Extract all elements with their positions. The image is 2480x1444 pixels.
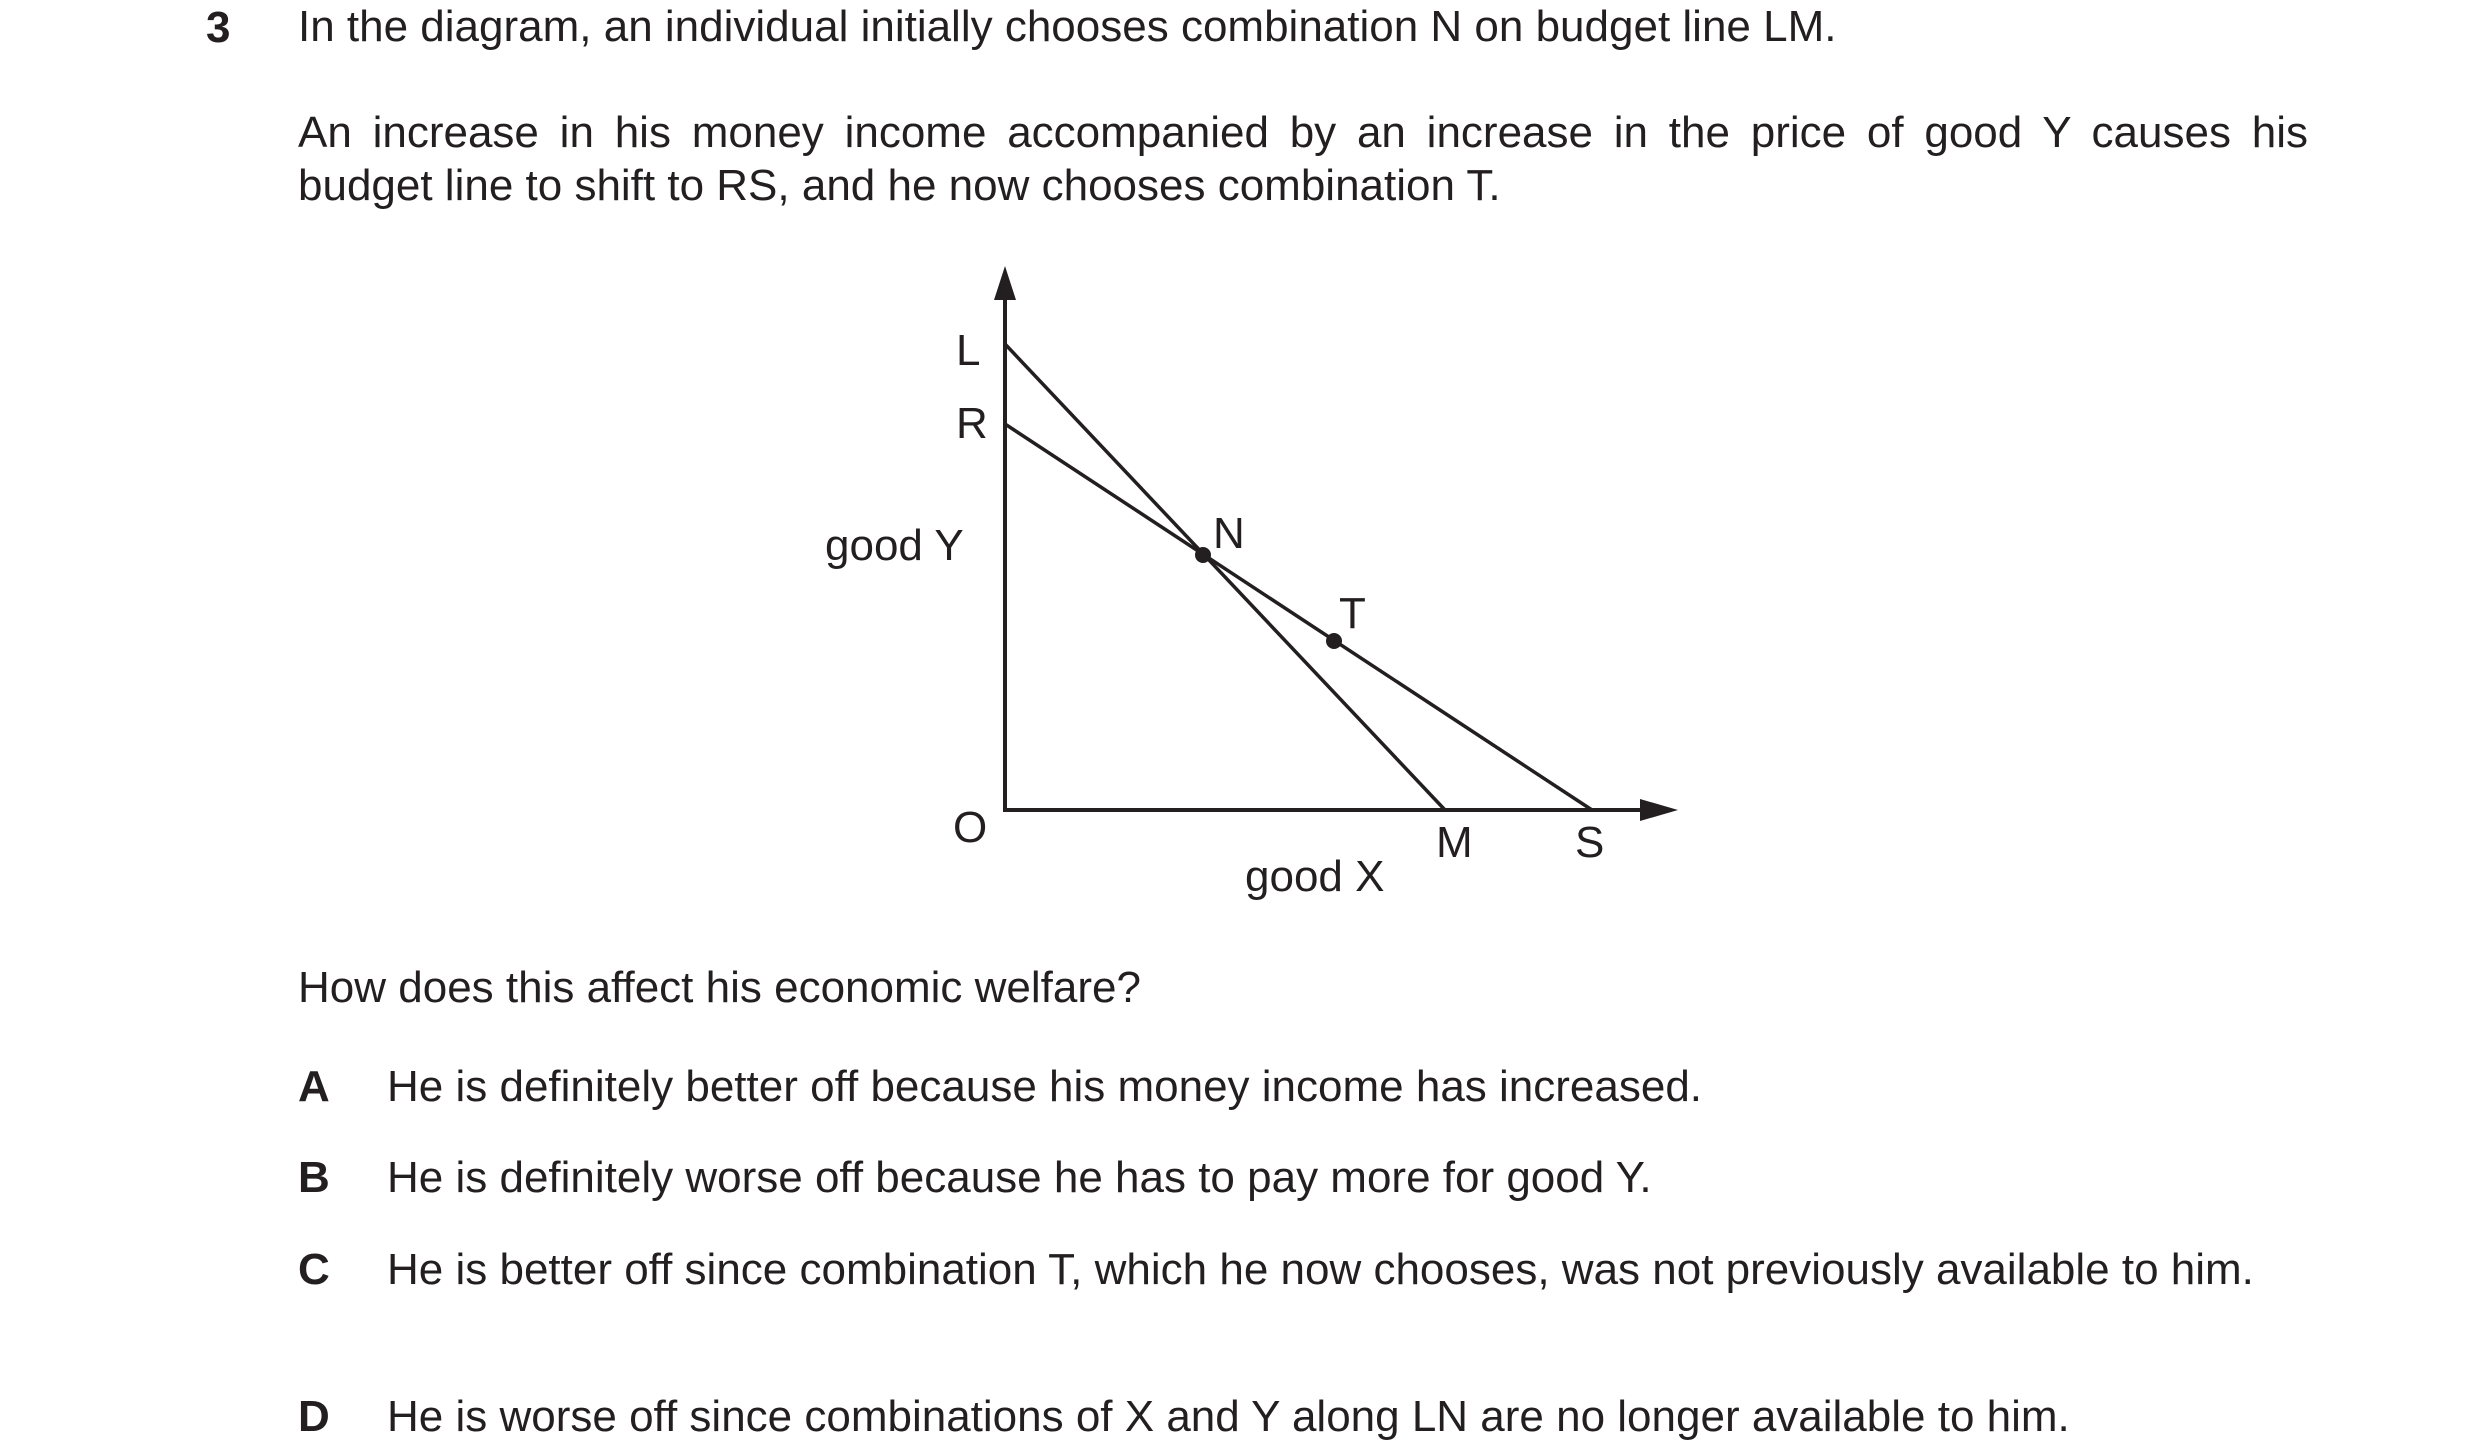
option-text: He is definitely worse off because he has to pay more for good Y. <box>387 1153 1652 1202</box>
question-stem-line1: In the diagram, an individual initially chooses combination N on budget line LM. <box>298 2 1837 51</box>
label-n: N <box>1213 509 1245 558</box>
y-axis-label: good Y <box>825 521 964 570</box>
budget-line-rs <box>1005 424 1592 810</box>
point-n <box>1195 547 1211 563</box>
label-m: M <box>1436 818 1473 867</box>
option-text: He is better off since combination T, which he now chooses, was not previously available to him. <box>387 1245 2254 1294</box>
option-letter: A <box>298 1062 330 1111</box>
question-stem-paragraph2: An increase in his money income accompanied by an increase in the price of good Y causes his budget line to shift to RS, and he now chooses combination T. <box>298 108 2308 210</box>
budget-line-lm <box>1005 344 1445 810</box>
option-letter: C <box>298 1245 330 1294</box>
option-d[interactable] <box>298 1390 2308 1443</box>
x-axis-arrowhead <box>1640 799 1678 821</box>
option-c[interactable] <box>298 1243 2308 1296</box>
y-axis-arrowhead <box>994 266 1016 300</box>
question-number: 3 <box>206 3 231 52</box>
x-axis-label: good X <box>1245 852 1385 901</box>
option-text: He is worse off since combinations of X and Y along LN are no longer available to him. <box>387 1392 2070 1441</box>
label-t: T <box>1339 589 1366 638</box>
option-b[interactable] <box>298 1151 2308 1204</box>
label-origin: O <box>953 803 988 852</box>
label-r: R <box>956 399 988 448</box>
question-prompt: How does this affect his economic welfare? <box>298 963 1141 1012</box>
option-letter: D <box>298 1392 330 1441</box>
label-l: L <box>956 326 981 375</box>
option-a[interactable] <box>298 1060 2308 1113</box>
option-text: He is definitely better off because his money income has increased. <box>387 1062 1703 1111</box>
label-s: S <box>1575 818 1605 867</box>
option-letter: B <box>298 1153 330 1202</box>
